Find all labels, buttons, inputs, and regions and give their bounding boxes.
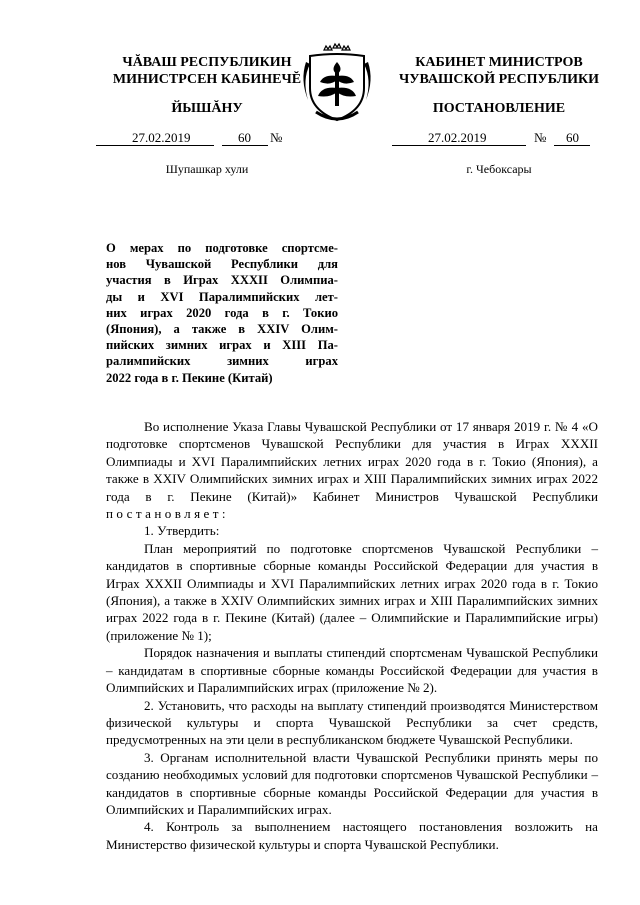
subject-line: участия в Играх XXXII Олимпиа- — [106, 273, 338, 288]
left-org-header — [96, 54, 318, 88]
item1-order-paragraph: Порядок назначения и выплаты стипендий спортсменам Чувашской Республики – кандидатам в спортивные сборные команды Российской Федерации для участия в Олимпийских и Паралимпийских играх (приложение № 2). — [106, 645, 598, 696]
left-org-line1: ЧĂВАШ РЕСПУБЛИКИН — [122, 55, 292, 70]
subject-line: пийских зимних играх и XIII Па- — [106, 338, 338, 353]
subject-line: ралимпийских зимних играх — [106, 354, 338, 369]
chuvash-emblem-icon — [300, 40, 374, 126]
number-sign-right: № — [534, 130, 547, 145]
preamble-text: Во исполнение Указа Главы Чувашской Республики от 17 января 2019 г. № 4 «О подготовке спортсменов Чувашской Республики для участия в Играх XXXII Олимпиады и XVI Паралимпийских летних играх 2020 года в г. Токио (Япония), а также в XXIV Олимпийских зимних играх и XIII Паралимпийских зимних играх 2022 года в г. Пекине (Китай)» Кабинет Министров Чувашской Республики — [106, 419, 598, 504]
left-doc-type: ЙЫШĂНУ — [171, 101, 243, 116]
right-doc-type: ПОСТАНОВЛЕНИЕ — [432, 101, 566, 116]
left-org-line2: МИНИСТРСЕН КАБИНЕЧĔ — [112, 72, 302, 87]
right-org-line2: ЧУВАШСКОЙ РЕСПУБЛИКИ — [398, 72, 600, 87]
right-org-line1: КАБИНЕТ МИНИСТРОВ — [415, 55, 583, 70]
number-sign-left: № — [270, 130, 283, 145]
subject-line: нов Чувашской Республики для — [106, 257, 338, 272]
subject-line: них играх 2020 года в г. Токио — [106, 305, 338, 320]
subject-line: 2022 года в г. Пекине (Китай) — [106, 370, 273, 385]
city-left: Шупашкар хули — [165, 162, 249, 176]
number-right: 60 — [566, 130, 579, 145]
item4-paragraph: 4. Контроль за выполнением настоящего постановления возложить на Министерство физической культуры и спорта Чувашской Республики. — [106, 819, 598, 852]
subject-line: ды и XVI Паралимпийских лет- — [106, 289, 338, 304]
subject-line: О мерах по подготовке спортсме- — [106, 241, 338, 255]
number-left: 60 — [238, 130, 251, 145]
subject-line: (Япония), а также в XXIV Олим- — [106, 322, 338, 337]
registration-left — [96, 130, 318, 148]
item1-plan-paragraph: План мероприятий по подготовке спортсменов Чувашской Республики – кандидатов в спортивные сборные команды Российской Федерации для участия в Играх XXXII Олимпиады и XVI Паралимпийских летних играх 2020 года в г. Токио (Япония), а также в XXIV Олимпийских зимних играх и XIII Паралимпийских зимних играх 2022 года в г. Пекине (Китай) (далее – Олимпийские и Паралимпийские игры) (приложение № 1); — [106, 540, 598, 643]
preamble-paragraph — [106, 418, 598, 522]
item2-paragraph: 2. Установить, что расходы на выплату стипендий производятся Министерством физической культуры и спорта Чувашской Республики за счет средств, предусмотренных на эти цели в республиканском бюджете Чувашской Республики. — [106, 697, 598, 748]
city-right: г. Чебоксары — [466, 162, 532, 176]
date-right: 27.02.2019 — [428, 130, 487, 145]
item3-paragraph: 3. Органам исполнительной власти Чувашской Республики принять меры по созданию необходимых условий для подготовки спортсменов Чувашской Республики – кандидатов в спортивные сборные команды Российской Федерации для участия в Олимпийских и Паралимпийских играх. — [106, 749, 598, 817]
document-body — [106, 418, 598, 853]
document-subject — [106, 240, 338, 386]
date-left: 27.02.2019 — [132, 130, 191, 145]
item1-paragraph: 1. Утвердить: — [144, 523, 220, 539]
decree-word: постановляет: — [106, 506, 229, 522]
registration-right — [392, 130, 606, 148]
right-org-header — [392, 54, 606, 88]
